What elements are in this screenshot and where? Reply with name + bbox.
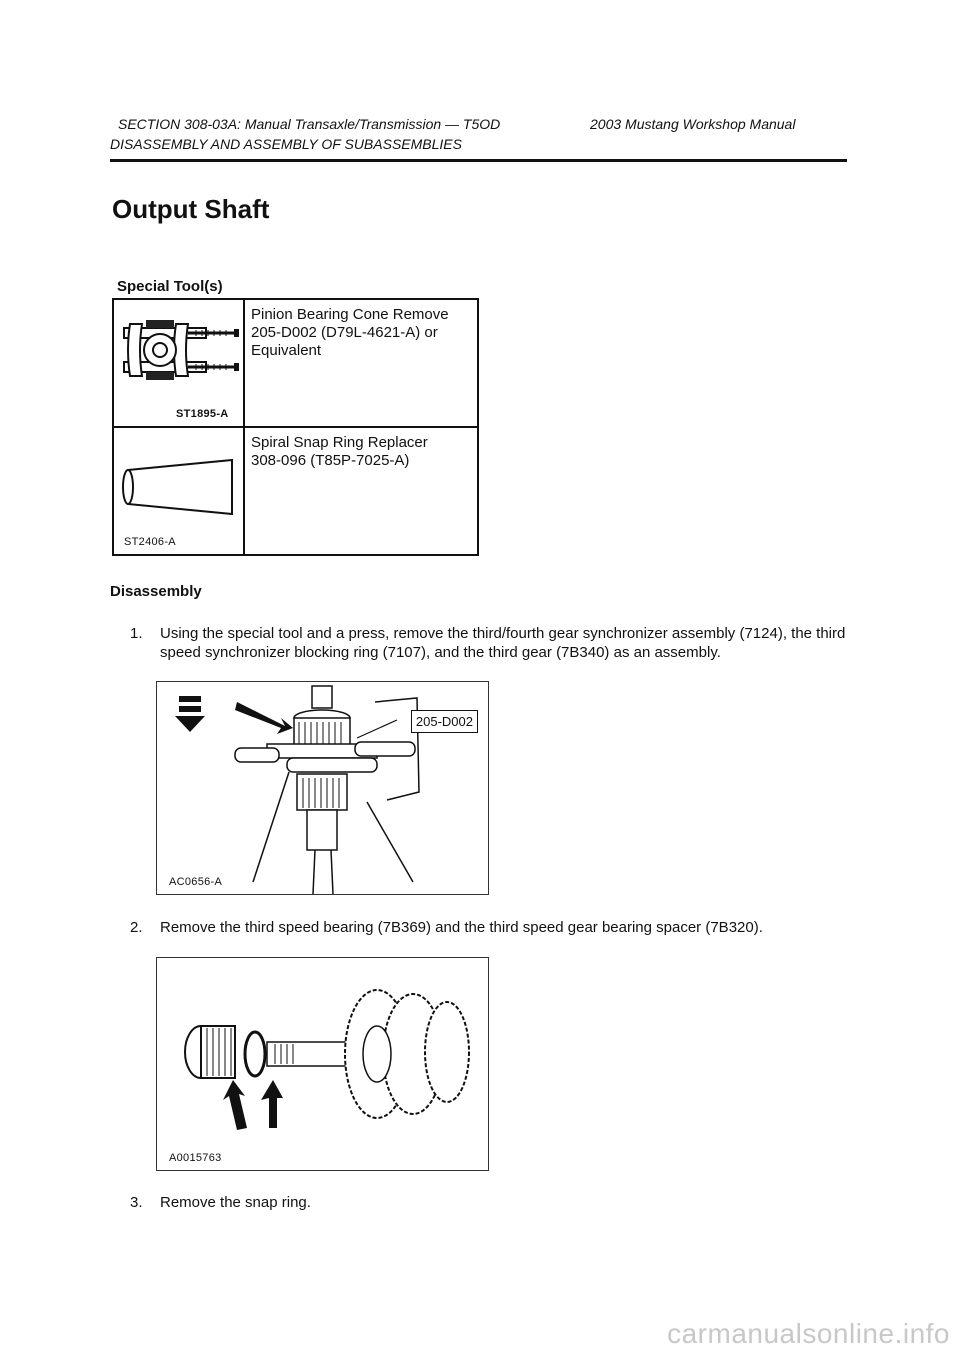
page-title: Output Shaft (112, 194, 270, 224)
bearing-puller-illustration (116, 304, 241, 404)
disassembly-heading: Disassembly (110, 583, 202, 600)
header-divider (110, 159, 847, 162)
tool-description (244, 299, 478, 427)
step-text: Remove the third speed bearing (7B369) and the third speed gear bearing spacer (7B320). (160, 919, 763, 936)
header-section-title: SECTION 308-03A: Manual Transaxle/Transmission — T5OD (118, 116, 501, 132)
tool-row (113, 299, 478, 427)
tool-name-line: Spiral Snap Ring Replacer (251, 434, 428, 451)
step-number: 1. (130, 625, 143, 642)
watermark: carmanualsonline.info (667, 1318, 950, 1349)
header-subtitle: DISASSEMBLY AND ASSEMBLY OF SUBASSEMBLIES (110, 136, 462, 152)
tool-name-line: Pinion Bearing Cone Remove (251, 306, 449, 323)
tool-image-cell (113, 299, 244, 427)
special-tools-table (112, 298, 479, 556)
tool-callout: 205-D002 (411, 710, 478, 733)
header-manual-title: 2003 Mustang Workshop Manual (590, 116, 796, 132)
figure-code: AC0656-A (169, 876, 223, 888)
step-text: Using the special tool and a press, remove the third/fourth gear synchronizer assembly (7124), the third speed synchronizer blocking ring (7107), and the third gear (7B340) as an assembly. (160, 625, 846, 661)
figure-ac0656 (156, 681, 489, 895)
tool-image-cell (113, 427, 244, 555)
tool-note-line: Equivalent (251, 342, 322, 359)
step-text: Remove the snap ring. (160, 1194, 311, 1211)
tool-part-line: 308-096 (T85P-7025-A) (251, 452, 410, 469)
tool-code-label: ST2406-A (124, 536, 176, 548)
snap-ring-replacer-illustration (116, 448, 241, 528)
bearing-removal-illustration (157, 958, 488, 1170)
tool-code-label: ST1895-A (176, 408, 229, 420)
special-tools-heading: Special Tool(s) (117, 278, 223, 295)
figure-code: A0015763 (169, 1152, 222, 1164)
step-number: 3. (130, 1194, 143, 1211)
step-number: 2. (130, 919, 143, 936)
tool-part-line: 205-D002 (D79L-4621-A) or (251, 324, 438, 341)
figure-a0015763 (156, 957, 489, 1171)
tool-row (113, 427, 478, 555)
tool-description (244, 427, 478, 555)
